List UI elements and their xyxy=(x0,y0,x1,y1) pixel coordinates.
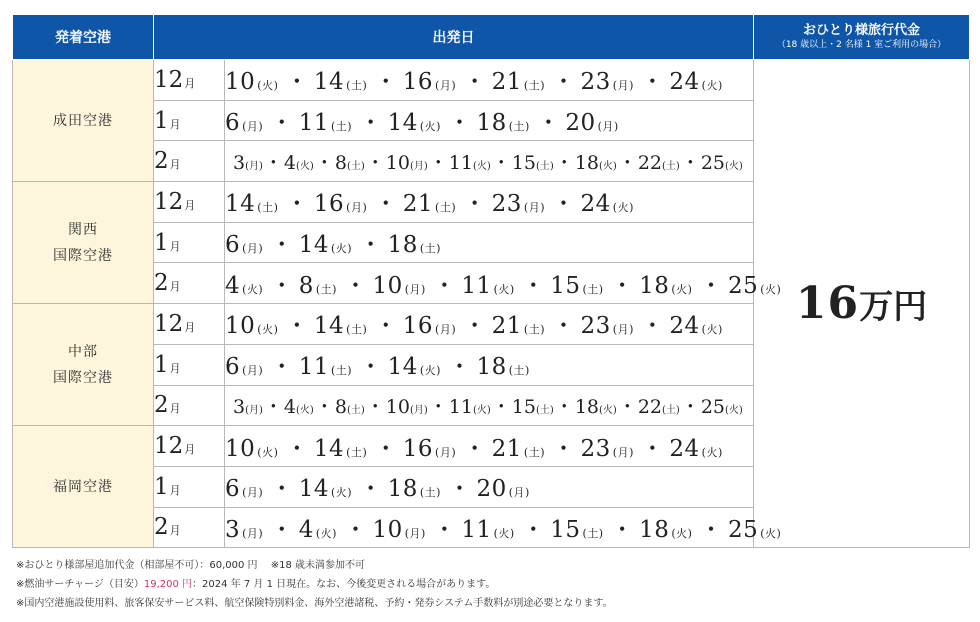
departure-day: 16 xyxy=(313,191,345,218)
departure-day: 16 xyxy=(402,435,434,462)
departure-weekday: (火) xyxy=(331,242,353,256)
departure-weekday: (火) xyxy=(419,120,441,134)
departure-weekday: (火) xyxy=(701,79,723,93)
month-cell xyxy=(154,507,225,548)
date-separator: ・ xyxy=(285,313,309,340)
airport-name-line: 中部 xyxy=(68,343,98,360)
departure-dates-cell xyxy=(225,60,754,101)
date-separator: ・ xyxy=(610,516,635,543)
departure-day: 14 xyxy=(313,435,345,462)
date-separator: ・ xyxy=(432,516,457,543)
departure-weekday: (火) xyxy=(671,526,693,540)
departure-weekday: (土) xyxy=(346,323,368,337)
departure-day: 15 xyxy=(511,395,536,418)
header-airport: 発着空港 xyxy=(13,15,154,60)
departure-day: 6 xyxy=(225,110,241,137)
departure-day: 21 xyxy=(491,69,522,96)
departure-day: 18 xyxy=(639,516,670,543)
departure-weekday: (火) xyxy=(419,364,441,378)
date-separator: ・ xyxy=(359,110,383,137)
departure-day: 14 xyxy=(225,191,256,218)
departure-weekday: (月) xyxy=(435,79,457,93)
month-cell xyxy=(154,466,225,507)
departure-weekday: (土) xyxy=(419,486,441,500)
departure-weekday: (土) xyxy=(346,404,365,416)
departure-weekday: (月) xyxy=(242,364,264,378)
departure-weekday: (月) xyxy=(245,160,263,172)
month-cell xyxy=(154,304,225,345)
departure-weekday: (火) xyxy=(671,282,693,296)
month-number: 12 xyxy=(154,433,184,460)
date-separator: ・ xyxy=(263,395,283,418)
departure-weekday: (月) xyxy=(508,486,530,500)
month-unit: 月 xyxy=(169,280,181,294)
date-separator: ・ xyxy=(285,191,309,218)
month-number: 2 xyxy=(154,514,169,541)
departure-weekday: (土) xyxy=(535,404,554,416)
date-separator: ・ xyxy=(270,476,294,503)
departure-day: 15 xyxy=(511,151,536,174)
departure-weekday: (月) xyxy=(612,445,634,459)
departure-weekday: (火) xyxy=(725,160,743,172)
departure-weekday: (月) xyxy=(346,201,368,215)
date-separator: ・ xyxy=(699,272,723,299)
departure-weekday: (火) xyxy=(493,282,515,296)
departure-day: 23 xyxy=(580,313,611,340)
departure-weekday: (月) xyxy=(435,445,457,459)
departure-day: 3 xyxy=(233,151,246,174)
departure-weekday: (火) xyxy=(315,526,337,540)
departure-weekday: (月) xyxy=(242,486,264,500)
departure-day: 18 xyxy=(574,395,599,418)
date-separator: ・ xyxy=(359,476,383,503)
departure-weekday: (土) xyxy=(662,160,680,172)
date-separator: ・ xyxy=(554,151,574,174)
departure-weekday: (火) xyxy=(296,160,314,172)
date-separator: ・ xyxy=(359,354,383,381)
departure-dates-cell xyxy=(225,141,754,182)
departure-weekday: (月) xyxy=(409,404,428,416)
departure-weekday: (月) xyxy=(404,526,426,540)
departure-day: 24 xyxy=(669,435,700,462)
departure-day: 4 xyxy=(225,272,241,299)
departure-weekday: (月) xyxy=(242,120,264,134)
departure-weekday: (火) xyxy=(612,201,634,215)
date-separator: ・ xyxy=(374,435,398,462)
airport-name-line: 福岡空港 xyxy=(53,478,113,495)
departure-day: 24 xyxy=(669,69,700,96)
departure-day: 11 xyxy=(461,516,492,543)
departure-day: 11 xyxy=(448,151,473,174)
departure-weekday: (火) xyxy=(599,160,617,172)
departure-weekday: (火) xyxy=(472,404,491,416)
departure-dates-cell xyxy=(225,222,754,263)
date-separator: ・ xyxy=(374,191,398,218)
date-separator: ・ xyxy=(365,151,385,174)
departure-weekday: (月) xyxy=(404,282,426,296)
date-separator: ・ xyxy=(552,435,576,462)
departure-weekday: (月) xyxy=(435,323,457,337)
departure-weekday: (土) xyxy=(257,201,279,215)
date-separator: ・ xyxy=(432,272,457,299)
date-separator: ・ xyxy=(463,313,487,340)
departure-day: 24 xyxy=(669,313,700,340)
footnote-fuel-surcharge xyxy=(16,575,613,594)
departure-day: 10 xyxy=(225,313,256,340)
date-separator: ・ xyxy=(447,110,472,137)
departure-day: 6 xyxy=(225,476,241,503)
table-row xyxy=(13,60,970,101)
departure-day: 20 xyxy=(476,476,507,503)
airport-name-cell xyxy=(13,304,154,426)
month-number: 2 xyxy=(154,148,169,175)
departure-day: 25 xyxy=(727,272,759,299)
price-unit: 万円 xyxy=(859,287,928,328)
departure-day: 8 xyxy=(334,395,347,418)
date-separator: ・ xyxy=(270,516,294,543)
departure-day: 10 xyxy=(385,395,410,418)
departure-weekday: (火) xyxy=(760,282,782,296)
date-separator: ・ xyxy=(285,435,309,462)
departure-day: 10 xyxy=(372,272,403,299)
date-separator: ・ xyxy=(552,313,576,340)
date-separator: ・ xyxy=(680,395,700,418)
departure-day: 11 xyxy=(298,354,330,381)
departure-schedule-table xyxy=(12,14,970,548)
departure-day: 14 xyxy=(298,232,330,259)
departure-weekday: (土) xyxy=(508,120,530,134)
date-separator: ・ xyxy=(699,516,723,543)
departure-day: 14 xyxy=(387,354,418,381)
date-separator: ・ xyxy=(374,69,398,96)
departure-day: 25 xyxy=(700,395,726,418)
departure-weekday: (土) xyxy=(435,201,457,215)
month-unit: 月 xyxy=(169,158,181,172)
month-unit: 月 xyxy=(169,402,181,416)
departure-day: 11 xyxy=(448,395,473,418)
departure-weekday: (火) xyxy=(701,445,723,459)
date-separator: ・ xyxy=(343,516,368,543)
month-cell xyxy=(154,222,225,263)
date-separator: ・ xyxy=(617,151,637,174)
date-separator: ・ xyxy=(463,191,487,218)
date-separator: ・ xyxy=(314,151,334,174)
date-separator: ・ xyxy=(428,151,448,174)
departure-weekday: (月) xyxy=(612,79,634,93)
date-separator: ・ xyxy=(463,435,487,462)
departure-weekday: (火) xyxy=(296,404,314,416)
departure-day: 14 xyxy=(313,69,345,96)
departure-day: 21 xyxy=(491,435,522,462)
schedule-body xyxy=(13,60,970,548)
date-separator: ・ xyxy=(552,69,576,96)
departure-weekday: (土) xyxy=(582,526,604,540)
departure-day: 21 xyxy=(491,313,522,340)
fuel-surcharge-note: ：2024 年 7 月 1 日現在。なお、今後変更される場合があります。 xyxy=(192,579,496,590)
departure-day: 10 xyxy=(225,435,256,462)
departure-day: 10 xyxy=(385,151,410,174)
departure-day: 23 xyxy=(491,191,522,218)
header-fee xyxy=(754,15,970,60)
departure-day: 16 xyxy=(402,69,434,96)
departure-weekday: (土) xyxy=(315,282,337,296)
departure-day: 25 xyxy=(727,516,759,543)
month-number: 12 xyxy=(154,310,184,337)
departure-day: 15 xyxy=(550,516,581,543)
departure-day: 24 xyxy=(580,191,611,218)
table-header-row xyxy=(13,15,970,60)
month-unit: 月 xyxy=(169,117,181,131)
header-fee-subtitle: （18 歳以上・2 名様 1 室ご利用の場合） xyxy=(776,40,947,50)
airport-name-line: 関西 xyxy=(68,221,98,238)
departure-day: 8 xyxy=(334,151,347,174)
departure-day: 3 xyxy=(233,395,246,418)
departure-weekday: (火) xyxy=(257,323,279,337)
departure-weekday: (火) xyxy=(472,160,491,172)
departure-weekday: (月) xyxy=(242,242,264,256)
fuel-surcharge-amount: 19,200 円 xyxy=(143,579,193,590)
departure-day: 14 xyxy=(387,110,418,137)
departure-day: 18 xyxy=(476,354,507,381)
departure-weekday: (土) xyxy=(523,445,545,459)
airport-name-cell xyxy=(13,426,154,548)
date-separator: ・ xyxy=(374,313,398,340)
footnote-single-room: ※おひとり様部屋追加代金（相部屋不可）：60,000 円 ※18 歳未満参加不可 xyxy=(16,560,366,571)
departure-weekday: (月) xyxy=(612,323,634,337)
departure-day: 14 xyxy=(298,476,330,503)
departure-dates-cell xyxy=(225,304,754,345)
departure-weekday: (火) xyxy=(760,526,782,540)
departure-day: 18 xyxy=(387,232,418,259)
departure-weekday: (土) xyxy=(419,242,441,256)
price-number: 16 xyxy=(795,278,860,330)
departure-weekday: (土) xyxy=(523,79,545,93)
date-separator: ・ xyxy=(463,69,487,96)
month-number: 1 xyxy=(154,107,169,134)
departure-weekday: (土) xyxy=(662,404,680,416)
departure-dates-cell xyxy=(225,426,754,467)
departure-day: 4 xyxy=(283,395,297,418)
departure-day: 22 xyxy=(637,395,663,418)
departure-dates-cell xyxy=(225,100,754,141)
departure-weekday: (火) xyxy=(599,404,617,416)
fuel-surcharge-label: ※燃油サーチャージ（目安） xyxy=(16,579,144,590)
month-unit: 月 xyxy=(169,239,181,253)
departure-day: 18 xyxy=(476,110,507,137)
departure-day: 16 xyxy=(402,313,434,340)
departure-dates-cell xyxy=(225,182,754,223)
month-cell xyxy=(154,426,225,467)
departure-day: 23 xyxy=(580,69,611,96)
date-separator: ・ xyxy=(359,232,383,259)
departure-weekday: (土) xyxy=(331,120,353,134)
airport-name-cell xyxy=(13,182,154,304)
departure-day: 20 xyxy=(565,110,596,137)
departure-day: 15 xyxy=(550,272,581,299)
airport-name-cell xyxy=(13,60,154,182)
airport-name-line: 国際空港 xyxy=(53,247,113,264)
date-separator: ・ xyxy=(680,151,700,174)
date-separator: ・ xyxy=(263,151,283,174)
departure-dates-cell xyxy=(225,507,782,548)
month-unit: 月 xyxy=(184,320,196,334)
month-cell xyxy=(154,344,225,385)
date-separator: ・ xyxy=(285,69,309,96)
departure-day: 21 xyxy=(402,191,434,218)
airport-name-line: 成田空港 xyxy=(53,112,113,129)
month-number: 2 xyxy=(154,392,169,419)
departure-day: 3 xyxy=(225,516,241,543)
departure-day: 22 xyxy=(637,151,663,174)
month-cell xyxy=(154,100,225,141)
departure-weekday: (土) xyxy=(508,364,530,378)
date-separator: ・ xyxy=(521,516,546,543)
departure-day: 10 xyxy=(225,69,256,96)
date-separator: ・ xyxy=(343,272,368,299)
month-unit: 月 xyxy=(169,361,181,375)
departure-day: 11 xyxy=(298,110,330,137)
date-separator: ・ xyxy=(447,476,472,503)
month-unit: 月 xyxy=(184,198,196,212)
header-fee-title: おひとり様旅行代金 xyxy=(802,23,920,38)
departure-weekday: (火) xyxy=(701,323,723,337)
date-separator: ・ xyxy=(491,395,511,418)
departure-weekday: (土) xyxy=(346,445,368,459)
departure-day: 23 xyxy=(580,435,611,462)
date-separator: ・ xyxy=(447,354,472,381)
departure-weekday: (月) xyxy=(245,404,263,416)
month-number: 1 xyxy=(154,473,169,500)
month-unit: 月 xyxy=(169,483,181,497)
departure-weekday: (月) xyxy=(523,201,545,215)
month-unit: 月 xyxy=(184,443,196,457)
month-unit: 月 xyxy=(169,524,181,538)
month-cell xyxy=(154,182,225,223)
footnote-extra-fees: ※国内空港施設使用料、旅客保安サービス料、航空保険特別料金、海外空港諸税、予約・発券システム手数料が別途必要となります。 xyxy=(16,598,613,609)
date-separator: ・ xyxy=(270,110,294,137)
departure-day: 6 xyxy=(225,232,241,259)
departure-weekday: (土) xyxy=(535,160,554,172)
departure-weekday: (月) xyxy=(409,160,428,172)
departure-day: 18 xyxy=(639,272,670,299)
month-number: 1 xyxy=(154,351,169,378)
departure-dates-cell xyxy=(225,344,754,385)
month-cell xyxy=(154,141,225,182)
month-number: 12 xyxy=(154,188,184,215)
departure-day: 18 xyxy=(387,476,418,503)
departure-day: 4 xyxy=(283,151,297,174)
date-separator: ・ xyxy=(314,395,334,418)
month-number: 2 xyxy=(154,270,169,297)
departure-dates-cell xyxy=(225,466,754,507)
departure-day: 18 xyxy=(574,151,599,174)
departure-day: 8 xyxy=(298,272,314,299)
departure-weekday: (火) xyxy=(725,404,743,416)
date-separator: ・ xyxy=(610,272,635,299)
date-separator: ・ xyxy=(428,395,448,418)
month-unit: 月 xyxy=(184,76,196,90)
departure-day: 25 xyxy=(700,151,726,174)
departure-weekday: (土) xyxy=(523,323,545,337)
departure-weekday: (火) xyxy=(257,445,279,459)
month-cell xyxy=(154,60,225,101)
departure-weekday: (土) xyxy=(582,282,604,296)
departure-weekday: (火) xyxy=(493,526,515,540)
departure-day: 4 xyxy=(298,516,314,543)
departure-weekday: (月) xyxy=(597,120,619,134)
date-separator: ・ xyxy=(365,395,385,418)
departure-weekday: (土) xyxy=(331,364,353,378)
price-cell xyxy=(754,60,970,548)
date-separator: ・ xyxy=(640,435,665,462)
date-separator: ・ xyxy=(554,395,574,418)
month-number: 1 xyxy=(154,229,169,256)
month-cell xyxy=(154,263,225,304)
departure-dates-cell xyxy=(225,385,754,426)
date-separator: ・ xyxy=(521,272,546,299)
departure-weekday: (火) xyxy=(331,486,353,500)
departure-day: 14 xyxy=(313,313,345,340)
departure-weekday: (土) xyxy=(346,79,368,93)
departure-day: 10 xyxy=(372,516,403,543)
header-departure-date: 出発日 xyxy=(154,15,754,60)
date-separator: ・ xyxy=(270,232,294,259)
departure-dates-cell xyxy=(225,263,782,304)
departure-weekday: (火) xyxy=(257,79,279,93)
departure-weekday: (月) xyxy=(242,526,264,540)
date-separator: ・ xyxy=(536,110,561,137)
date-separator: ・ xyxy=(640,69,665,96)
date-separator: ・ xyxy=(552,191,576,218)
footnotes xyxy=(16,556,613,613)
date-separator: ・ xyxy=(491,151,511,174)
departure-weekday: (火) xyxy=(242,282,264,296)
departure-day: 6 xyxy=(225,354,241,381)
month-number: 12 xyxy=(154,66,184,93)
date-separator: ・ xyxy=(270,354,294,381)
departure-weekday: (土) xyxy=(346,160,365,172)
departure-day: 11 xyxy=(461,272,492,299)
month-cell xyxy=(154,385,225,426)
date-separator: ・ xyxy=(270,272,294,299)
airport-name-line: 国際空港 xyxy=(53,369,113,386)
date-separator: ・ xyxy=(640,313,665,340)
date-separator: ・ xyxy=(617,395,637,418)
